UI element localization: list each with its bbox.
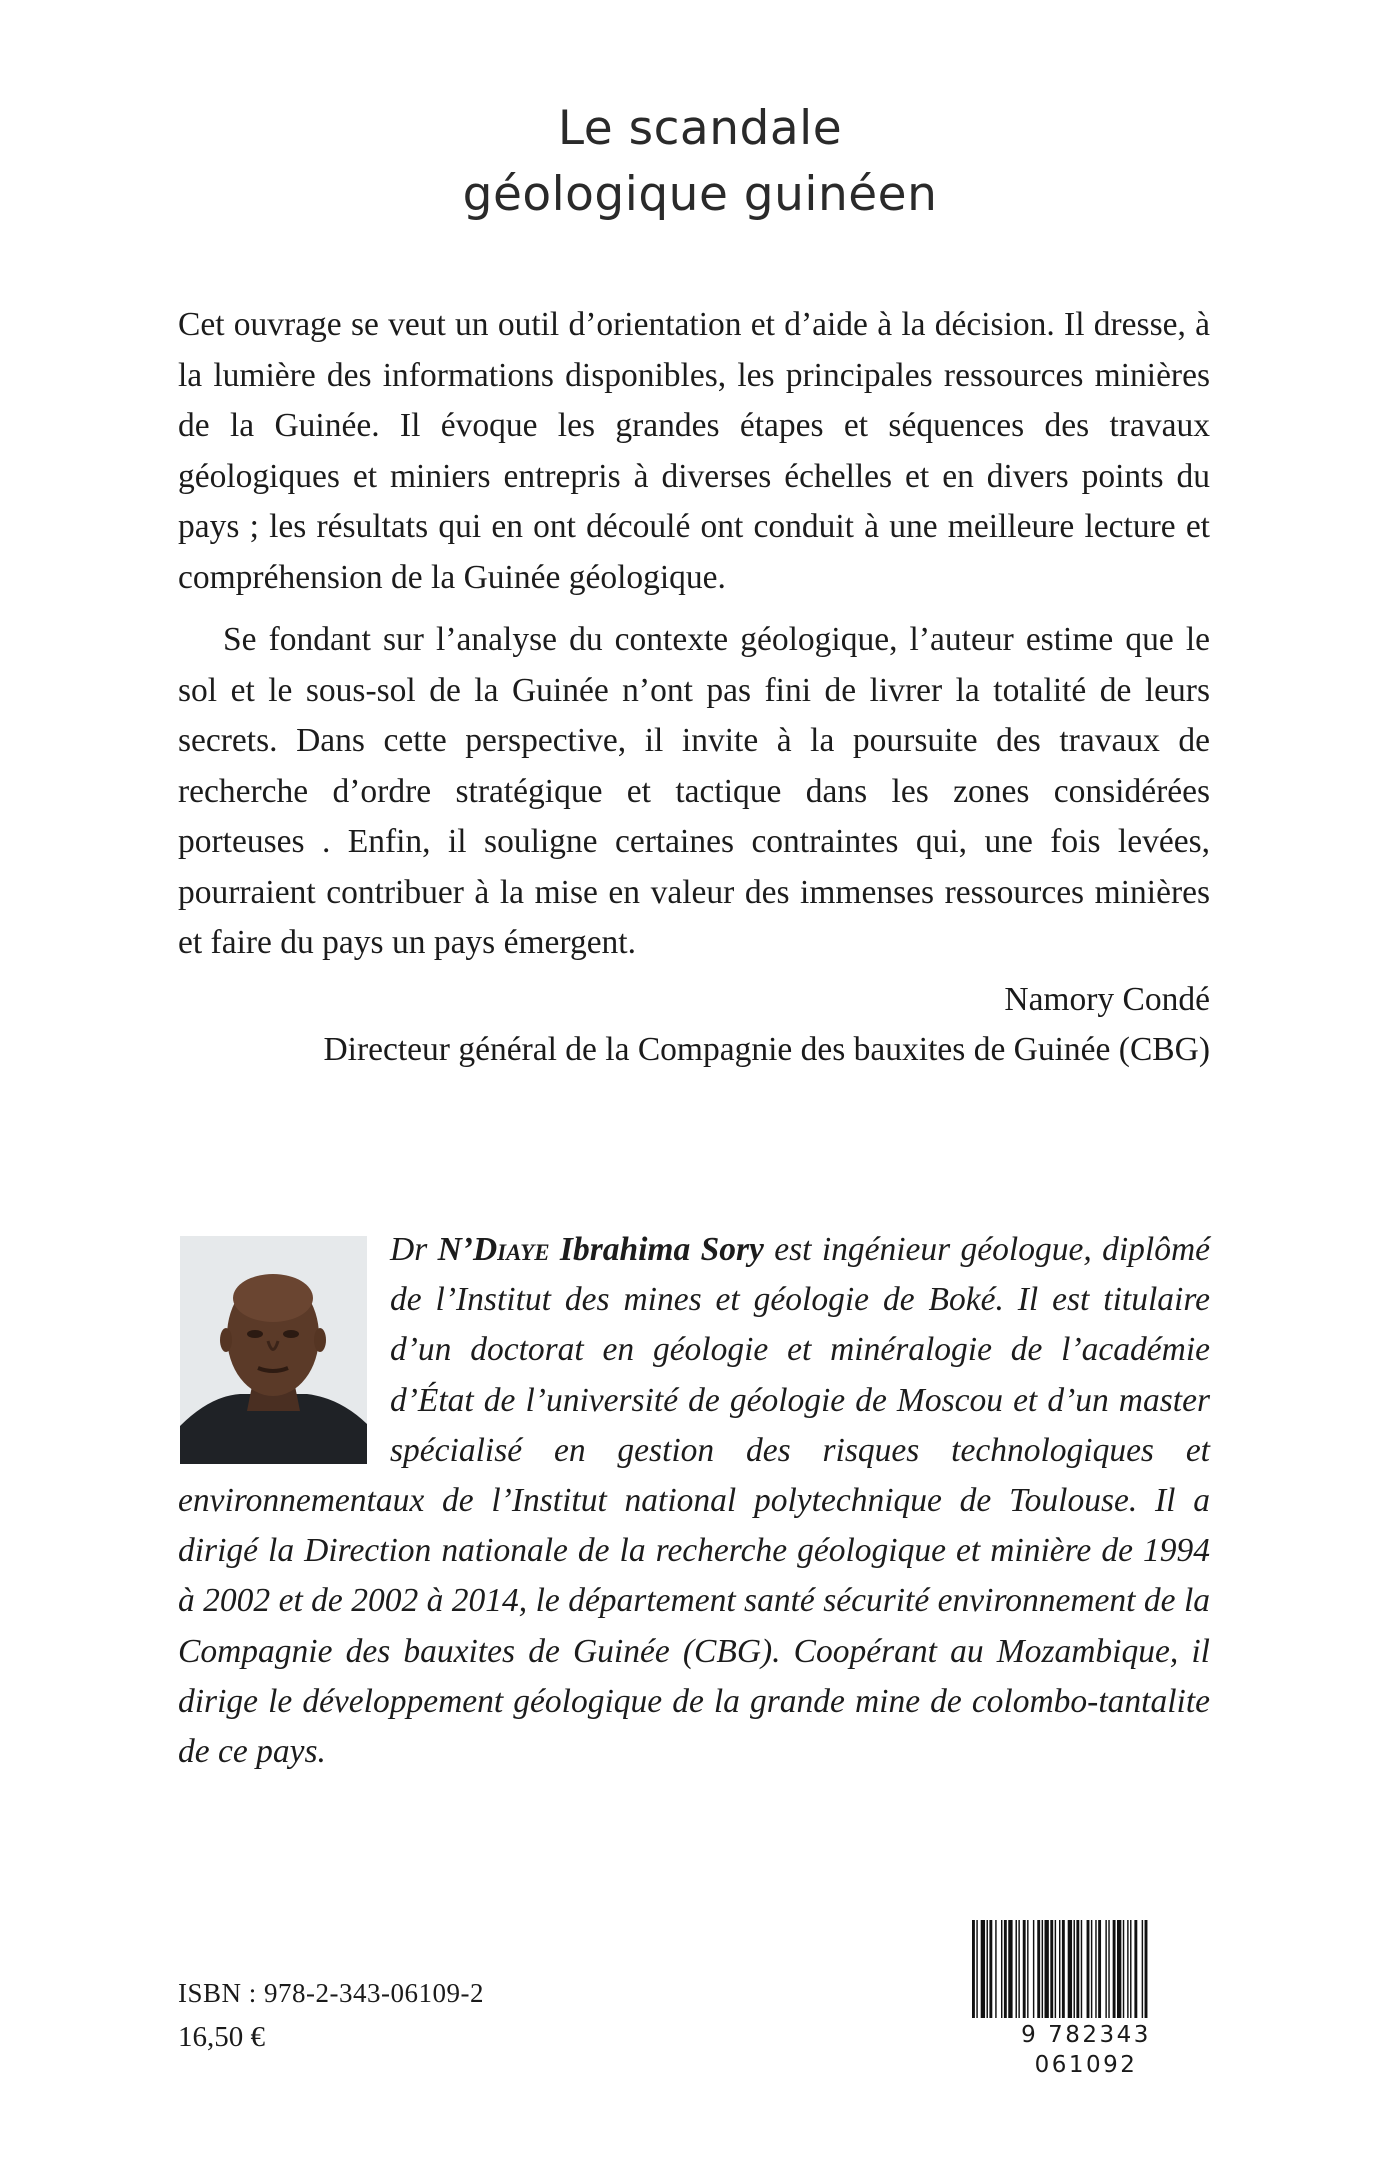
barcode-digits: 9 782343 061092	[1021, 2022, 1151, 2078]
author-photo	[180, 1236, 367, 1464]
author-name-rest: Ibrahima Sory	[549, 1231, 764, 1268]
signature-name: Namory Condé	[1004, 981, 1210, 1018]
book-title	[0, 96, 1400, 228]
isbn: ISBN : 978-2-343-06109-2	[178, 1978, 484, 2008]
title-line-1: Le scandale	[557, 101, 843, 156]
summary-paragraph-2: Se fondant sur l’analyse du contexte géologique, l’auteur estime que le sol et le sous-sol de la Guinée n’ont pas fini de livrer la totalité de leurs secrets. Dans cette perspective, il invite à la poursuite des travaux de recherche d’ordre stratégique et tactique dans les zones considérées porteuses . Enfin, il souligne certaines contraintes qui, une fois levées, pourraient contribuer à la mise en valeur des immenses ressources minières et faire du pays un pays émergent.	[178, 621, 1210, 961]
title-line-2: géologique guinéen	[462, 167, 938, 222]
book-summary	[178, 300, 1210, 969]
author-name	[438, 1231, 764, 1268]
signature-role: Directeur général de la Compagnie des bauxites de Guinée (CBG)	[323, 1031, 1210, 1068]
author-prefix: Dr	[390, 1231, 438, 1268]
author-bio-text: est ingénieur géologue, diplômé de l’Institut des mines et géologie de Boké. Il est titulaire d’un doctorat en géologie et minéralogie de l’académie d’État de l’université de géologie de Moscou et d’un master spécialisé en gestion des risques technologiques et environnementaux de l’Institut national polytechnique de Toulouse. Il a dirigé la Direction nationale de la recherche géologique et minière de 1994 à 2002 et de 2002 à 2014, le département santé sécurité environnement de la Compagnie des bauxites de Guinée (CBG). Coopérant au Mozambique, il dirige le développement géologique de la grande mine de colombo-tantalite de ce pays.	[178, 1231, 1211, 1771]
price: 16,50 €	[178, 2021, 265, 2053]
summary-paragraph-1: Cet ouvrage se veut un outil d’orientation et d’aide à la décision. Il dresse, à la lumière des informations disponibles, les principales ressources minières de la Guinée. Il évoque les grandes étapes et séquences des travaux géologiques et miniers entrepris à diverses échelles et en divers points du pays ; les résultats qui en ont découlé ont conduit à une meilleure lecture et compréhension de la Guinée géologique.	[178, 306, 1210, 596]
author-name-caps: iaye	[497, 1231, 550, 1268]
author-name-first: N’D	[437, 1231, 498, 1268]
